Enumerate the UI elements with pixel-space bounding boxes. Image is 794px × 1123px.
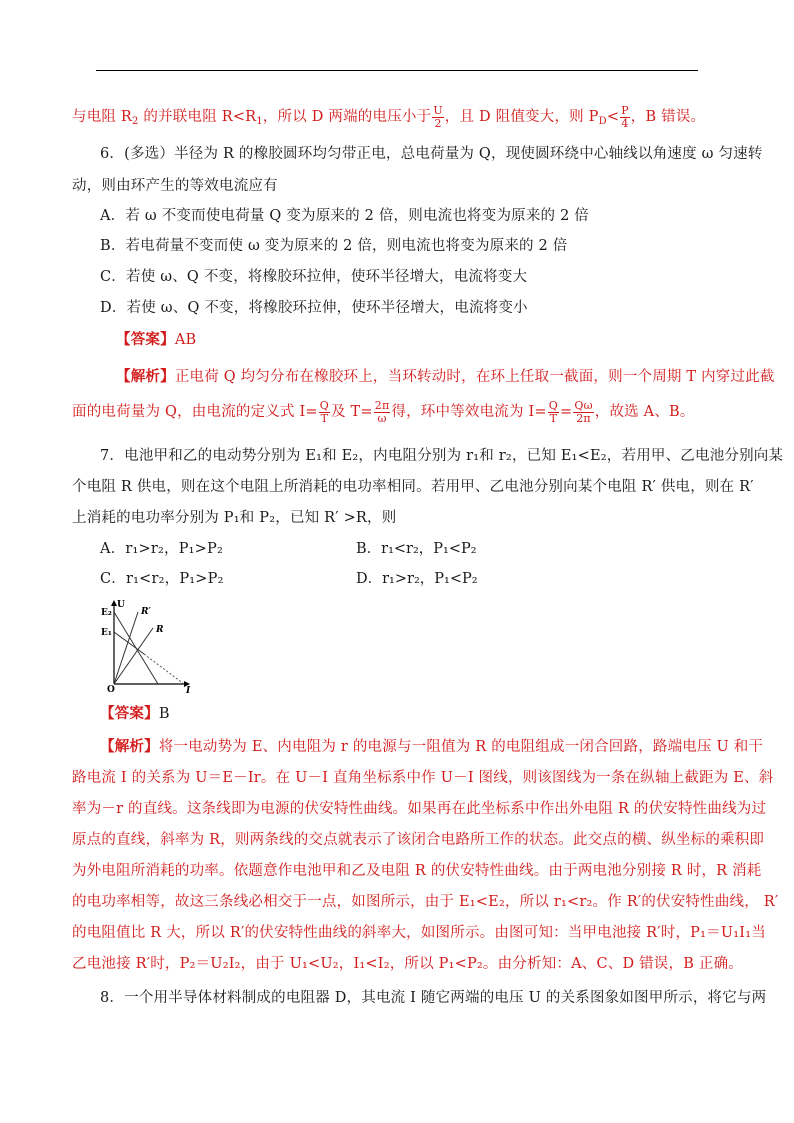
fraction-u-over-2: $\frac{U}{2}$	[433, 103, 443, 130]
answer-label: 【答案】	[116, 331, 175, 348]
q7-analysis-line8: 乙电池接 R′时，P₂＝U₂I₂，由于 U₁<U₂，I₁<I₂，所以 P₁<P₂。由分析知：A、C、D 错误，B 正确。	[72, 956, 743, 972]
answer-value: B	[158, 706, 170, 722]
label-rprime: R′	[141, 607, 151, 617]
q6-option-d: D．若使 ω、Q 不变，将橡胶环拉伸，使环半径增大，电流将变小	[100, 300, 528, 316]
q7-stem-line1: 7．电池甲和乙的电动势分别为 E₁和 E₂，内电阻分别为 r₁和 r₂，已知 E₁<E₂，若用甲、乙电池分别向某	[100, 448, 784, 464]
q6-analysis-line2: 面的电荷量为 Q，由电流的定义式 I= $\frac{Q}{T}$ 及 T= $\frac{2\pi}{\omega}$ 得，环中等效电流为 I= $\frac{Q}{T}$ = $\frac{Q\omega}{2\pi}$ ，故选 A、B。	[72, 398, 695, 425]
analysis-label: 【解析】	[100, 738, 159, 755]
q7-analysis-line5: 为外电阻所消耗的功率。依题意作电池甲和乙及电阻 R 的伏安特性曲线。由于两电池分别接 R 时，R 消耗	[72, 863, 762, 879]
q7-analysis-line4: 原点的直线，斜率为 R，则两条线的交点就表示了该闭合电路所工作的状态。此交点的横、纵坐标的乘积即	[72, 832, 765, 848]
q7-analysis-line1: 【解析】将一电动势为 E、内电阻为 r 的电源与一阻值为 R 的电阻组成一闭合回路，路端电压 U 和干	[100, 738, 764, 755]
battery-1-extension	[144, 654, 184, 684]
q6-stem-line2: 动，则由环产生的等效电流应有	[72, 178, 278, 194]
battery-1-line	[114, 632, 144, 654]
q7-analysis-line6: 的电功率相等，故这三条线必相交于一点，如图所示，由于 E₁<E₂，所以 r₁<r₂。作 R′的伏安特性曲线， R′	[72, 894, 779, 910]
label-r: R	[156, 625, 164, 635]
q6-answer	[116, 330, 766, 350]
label-o: O	[107, 685, 115, 694]
answer-value: AB	[174, 332, 197, 348]
q6-option-c: C．若使 ω、Q 不变，将橡胶环拉伸，使环半径增大，电流将变大	[100, 269, 528, 285]
q6-option-a: A．若 ω 不变而使电荷量 Q 变为原来的 2 倍，则电流也将变为原来的 2 倍	[100, 208, 590, 224]
header-rule	[96, 70, 698, 71]
q5-analysis-tail: 与电阻 $R_2$ 的并联电阻 $R<R_1$，所以 D 两端的电压小于 $\frac{U}{2}$ ，且 D 阻值变大，则 $P_D<$ $\frac{P}{4}$ ，B 错误。	[72, 103, 706, 130]
q7-option-a: A．r₁>r₂，P₁>P₂	[100, 541, 223, 557]
q6-analysis-line1: 【解析】正电荷 Q 均匀分布在橡胶环上，当环转动时，在环上任取一截面，则一个周期 T 内穿过此截	[116, 368, 775, 385]
label-e2: E₂	[101, 608, 112, 618]
q7-stem-line2: 个电阻 R 供电，则在这个电阻上所消耗的电功率相同。若用甲、乙电池分别向某个电阻 R′ 供电，则在 R′	[72, 479, 754, 495]
resistor-rprime-line	[114, 612, 138, 684]
q7-stem-line3: 上消耗的电功率分别为 P₁和 P₂，已知 R′ >R，则	[72, 510, 397, 526]
q6-stem-line1: 6．(多选）半径为 R 的橡胶圆环均匀带正电，总电荷量为 Q，现使圆环绕中心轴线以角速度 ω 匀速转	[100, 146, 763, 162]
q8-stem-line1: 8．一个用半导体材料制成的电阻器 D，其电流 I 随它两端的电压 U 的关系图象如图甲所示，将它与两	[100, 990, 767, 1006]
label-i: I	[186, 686, 191, 694]
label-e1: E₁	[101, 628, 112, 638]
fraction-p-over-4: $\frac{P}{4}$	[621, 103, 629, 130]
answer-label: 【答案】	[100, 705, 159, 722]
ui-graph-figure	[98, 598, 198, 694]
label-u: U	[117, 600, 125, 610]
q7-option-c: C．r₁<r₂，P₁>P₂	[100, 571, 224, 587]
analysis-label: 【解析】	[116, 368, 175, 385]
q7-analysis-line7: 的电阻值比 R 大，所以 R′的伏安特性曲线的斜率大，如图所示。由图可知：当甲电池接 R′时，P₁＝U₁I₁当	[72, 925, 766, 941]
q6-option-b: B．若电荷量不变而使 ω 变为原来的 2 倍，则电流也将变为原来的 2 倍	[100, 238, 568, 254]
q7-analysis-line3: 率为－r 的直线。这条线即为电源的伏安特性曲线。如果再在此坐标系中作出外电阻 R 的伏安特性曲线为过	[72, 801, 767, 817]
q7-answer	[100, 704, 750, 724]
q7-option-d: D．r₁>r₂，P₁<P₂	[356, 571, 478, 587]
q7-analysis-line2: 路电流 I 的关系为 U＝E－Ir。在 U－I 直角坐标系中作 U－I 图线，则该图线为一条在纵轴上截距为 E、斜	[72, 770, 774, 786]
q7-option-b: B．r₁<r₂，P₁<P₂	[356, 541, 477, 557]
